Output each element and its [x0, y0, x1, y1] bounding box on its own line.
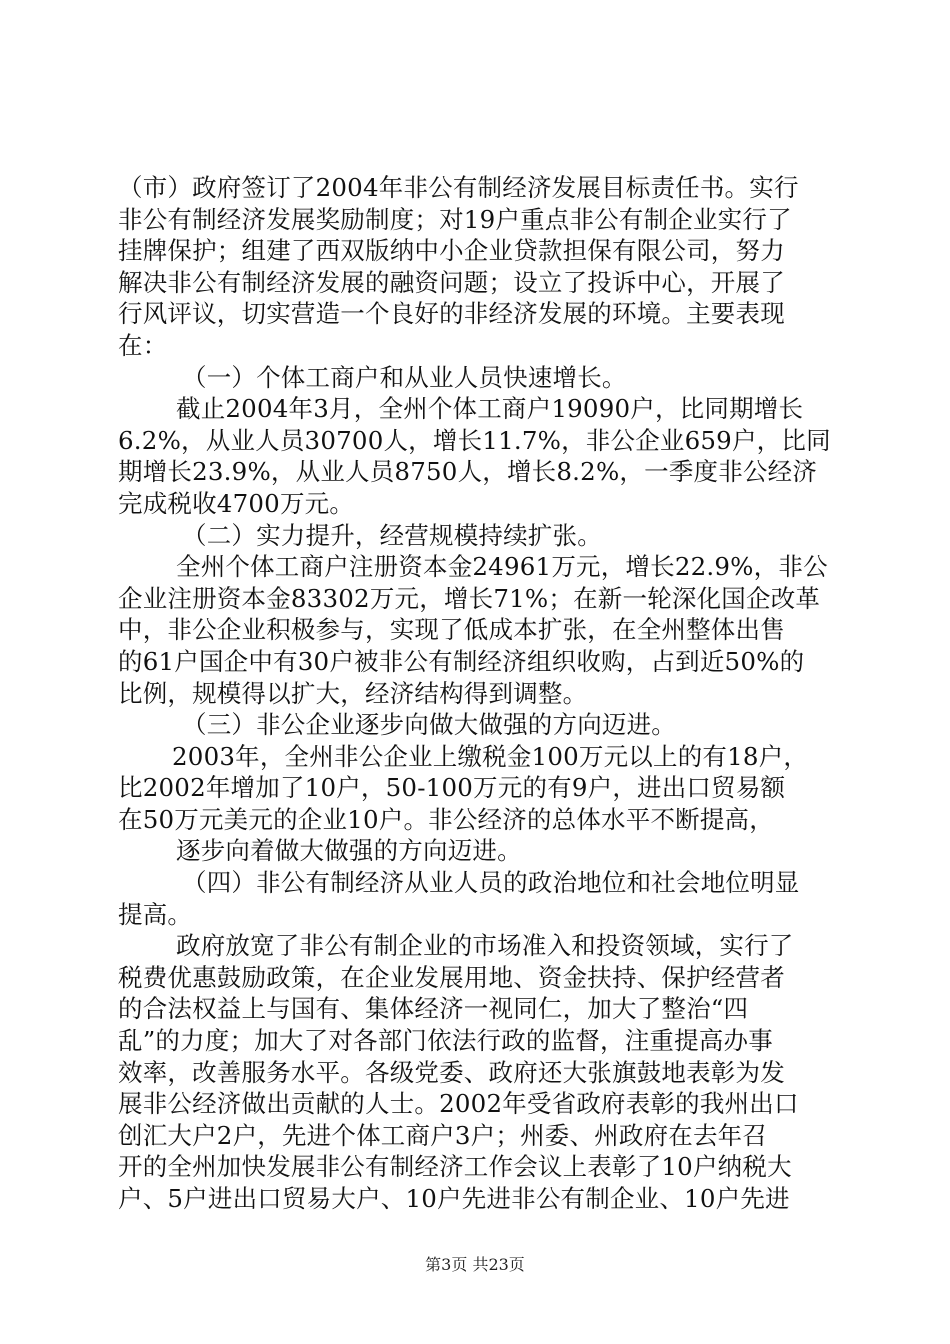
text-line: 在：: [118, 330, 168, 360]
text-line: 税费优惠鼓励政策，在企业发展用地、资金扶持、保护经营者: [118, 962, 785, 992]
text-line: 在50万元美元的企业10户。非公经济的总体水平不断提高，: [118, 804, 774, 834]
text-line: 提高。: [118, 899, 193, 929]
text-line: 政府放宽了非公有制企业的市场准入和投资领域，实行了: [176, 931, 794, 961]
text-line: 全州个体工商户注册资本金24961万元，增长22.9%，非公: [176, 552, 828, 582]
text-line: 中，非公企业积极参与，实现了低成本扩张，在全州整体出售: [118, 615, 785, 645]
section-heading-1: （一）个体工商户和从业人员快速增长。: [182, 362, 627, 392]
text-line: 比例，规模得以扩大，经济结构得到调整。: [118, 678, 588, 708]
text-line: 解决非公有制经济发展的融资问题；设立了投诉中心，开展了: [118, 267, 785, 297]
text-line: 效率，改善服务水平。各级党委、政府还大张旗鼓地表彰为发: [118, 1057, 785, 1087]
text-line: 逐步向着做大做强的方向迈进。: [176, 836, 522, 866]
section-heading-2: （二）实力提升，经营规模持续扩张。: [182, 520, 602, 550]
text-line: 创汇大户2户，先进个体工商户3户；州委、州政府在去年召: [118, 1120, 768, 1150]
text-line: 的61户国企中有30户被非公有制经济组织收购，占到近50%的: [118, 646, 805, 676]
text-line: 完成税收4700万元。: [118, 488, 355, 518]
text-line: 行风评议，切实营造一个良好的非经济发展的环境。主要表现: [118, 299, 785, 329]
text-line: 的合法权益上与国有、集体经济一视同仁，加大了整治“四: [118, 994, 749, 1024]
page-number: 第3页 共23页: [425, 1255, 525, 1274]
text-line: 户、5户进出口贸易大户、10户先进非公有制企业、10户先进: [118, 1184, 790, 1213]
text-line: （市）政府签订了2004年非公有制经济发展目标责任书。实行: [118, 173, 799, 202]
text-line: 展非公经济做出贡献的人士。2002年受省政府表彰的我州出口: [118, 1089, 799, 1119]
section-heading-4: （四）非公有制经济从业人员的政治地位和社会地位明显: [182, 868, 800, 898]
text-line: 2003年，全州非公企业上缴税金100万元以上的有18户，: [172, 741, 809, 771]
body-text: [118, 172, 833, 1215]
text-line: 乱”的力度；加大了对各部门依法行政的监督，注重提高办事: [118, 1026, 773, 1056]
text-line: 期增长23.9%，从业人员8750人，增长8.2%，一季度非公经济: [118, 457, 818, 487]
section-heading-3: （三）非公企业逐步向做大做强的方向迈进。: [182, 710, 676, 740]
text-line: 比2002年增加了10户，50-100万元的有9户，进出口贸易额: [118, 773, 786, 803]
text-line: 非公有制经济发展奖励制度；对19户重点非公有制企业实行了: [118, 204, 792, 234]
text-line: 截止2004年3月，全州个体工商户19090户，比同期增长: [176, 394, 804, 424]
text-line: 开的全州加快发展非公有制经济工作会议上表彰了10户纳税大: [118, 1152, 792, 1182]
text-line: 6.2%，从业人员30700人，增长11.7%，非公企业659户，比同: [118, 425, 831, 455]
text-line: 企业注册资本金83302万元，增长71%；在新一轮深化国企改革: [118, 583, 821, 613]
text-line: 挂牌保护；组建了西双版纳中小企业贷款担保有限公司，努力: [118, 236, 785, 266]
